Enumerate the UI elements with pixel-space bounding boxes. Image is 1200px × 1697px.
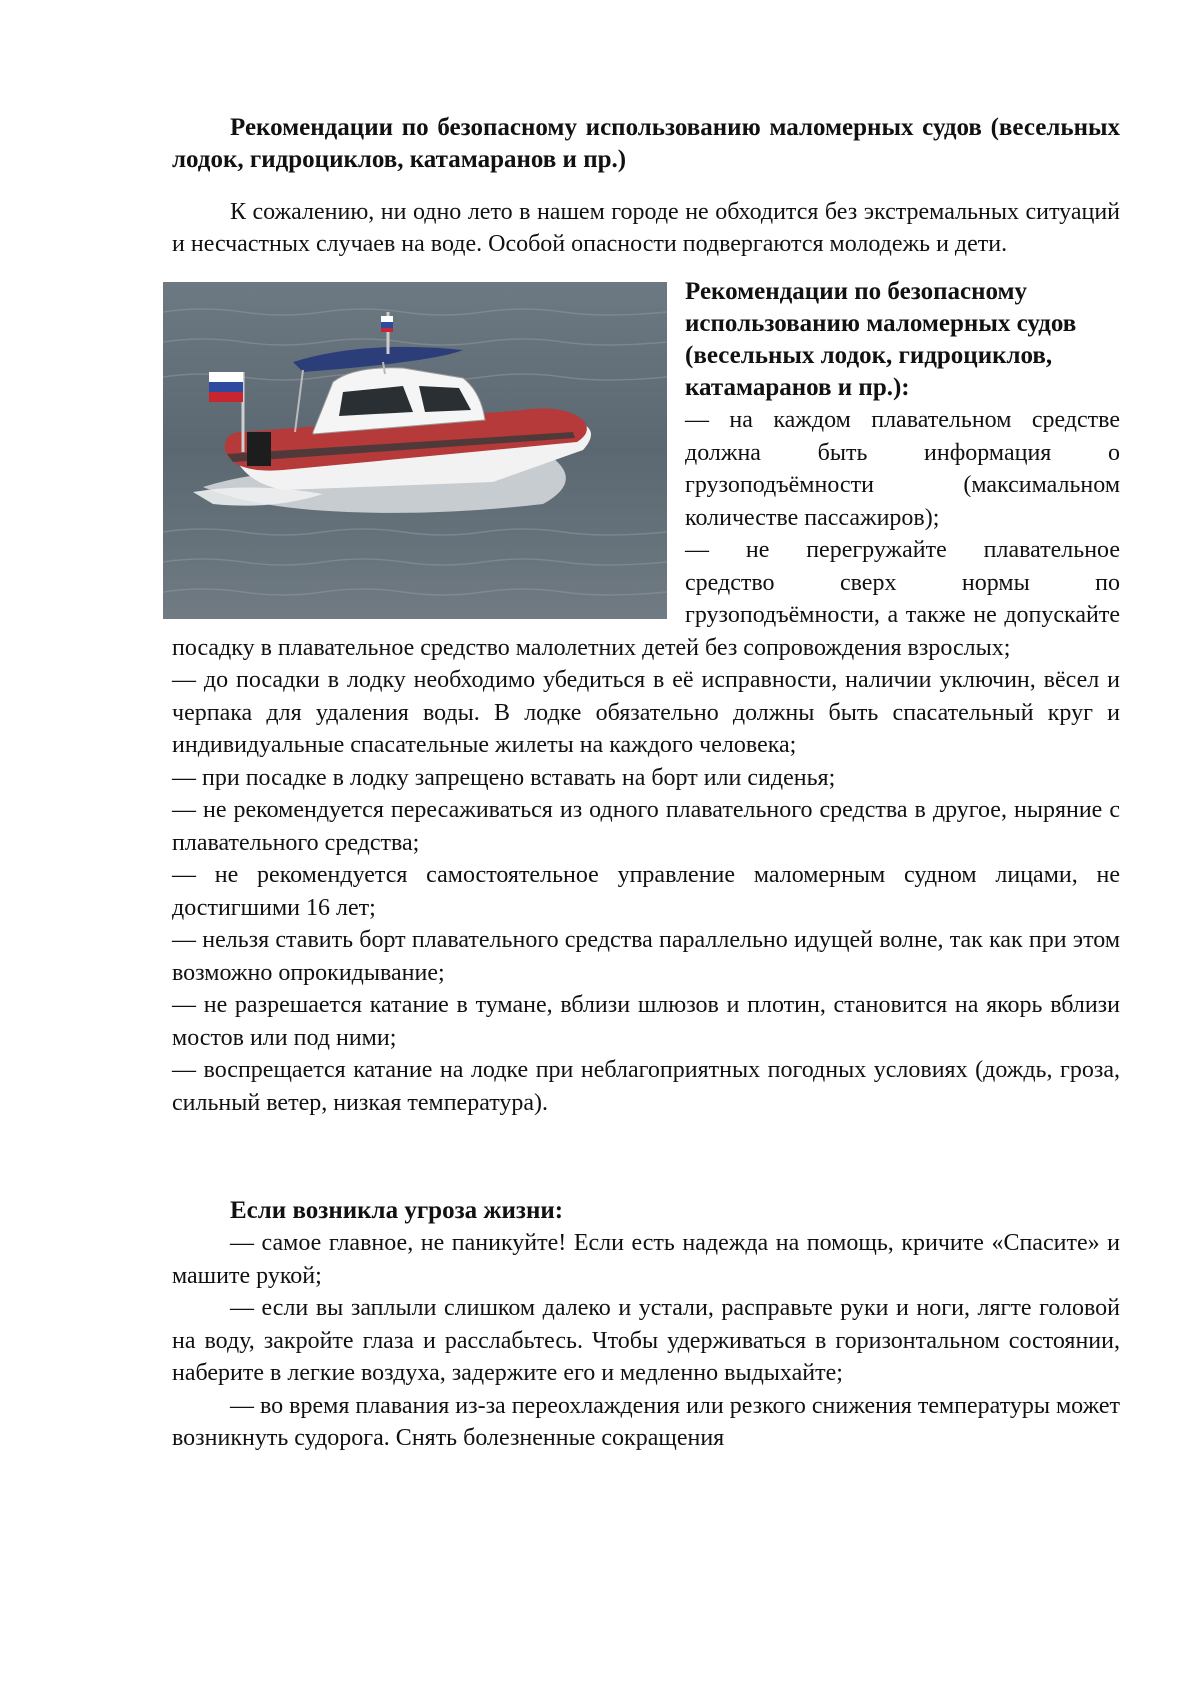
document-page (172, 112, 1120, 1455)
threat-item: — если вы заплыли слишком далеко и устали, расправьте руки и ноги, лягте головой на воду, закройте глаза и расслабьтесь. Чтобы удерживаться в горизонтальном состоянии, наберите в легкие воздуха, задержите его и медленно выдыхайте; (172, 1295, 1120, 1386)
intro-paragraph: К сожалению, ни одно лето в нашем городе не обходится без экстремальных ситуаций и несчастных случаев на воде. Особой опасности подвергаются молодежь и дети. (172, 199, 1120, 257)
recommendations-title: Рекомендации по безопасному использованию маломерных судов (весельных лодок, гидроциклов, катамаранов и пр.): (685, 278, 1077, 401)
recommendation-item: — не разрешается катание в тумане, вблизи шлюзов и плотин, становится на якорь вблизи мостов или под ними; (172, 992, 1120, 1051)
recommendation-item: — до посадки в лодку необходимо убедиться в её исправности, наличии уключин, вёсел и черпака для удаления воды. В лодке обязательно должны быть спасательный круг и индивидуальные спасательные жилеты на каждого человека; (172, 667, 1120, 758)
recommendation-item: — на каждом плавательном средстве должна быть информация о грузоподъёмности (максимальном количестве пассажиров); (685, 407, 1120, 531)
threat-item: — во время плавания из-за переохлаждения или резкого снижения температуры может возникнуть судорога. Снять болезненные сокращения (172, 1392, 1120, 1451)
section-spacer (172, 1119, 1120, 1195)
threat-item: — самое главное, не паникуйте! Если есть надежда на помощь, кричите «Спасите» и машите рукой; (172, 1230, 1120, 1289)
recommendation-item: — не рекомендуется самостоятельное управление маломерным судном лицами, не достигшими 16 лет; (172, 862, 1120, 921)
document-title: Рекомендации по безопасному использованию маломерных судов (весельных лодок, гидроциклов, катамаранов и пр.) (172, 114, 1120, 173)
recommendation-item: — не перегружайте плавательное средство сверх нормы по грузоподъёмности, а также не допускайте посадку в плавательное средство малолетних детей без сопровождения взрослых; (172, 537, 1120, 661)
boat-image (163, 282, 667, 619)
recommendations-block (172, 276, 1120, 1119)
recommendation-item: — при посадке в лодку запрещено вставать на борт или сиденья; (172, 764, 836, 791)
recommendation-item: — не рекомендуется пересаживаться из одного плавательного средства в другое, ныряние с плавательного средства; (172, 797, 1120, 856)
boat-photo (163, 282, 667, 619)
threat-section-title: Если возникла угроза жизни: (230, 1197, 564, 1224)
recommendation-item: — воспрещается катание на лодке при неблагоприятных погодных условиях (дождь, гроза, сильный ветер, низкая температура). (172, 1057, 1120, 1116)
recommendation-item: — нельзя ставить борт плавательного средства параллельно идущей волне, так как при этом возможно опрокидывание; (172, 927, 1120, 986)
